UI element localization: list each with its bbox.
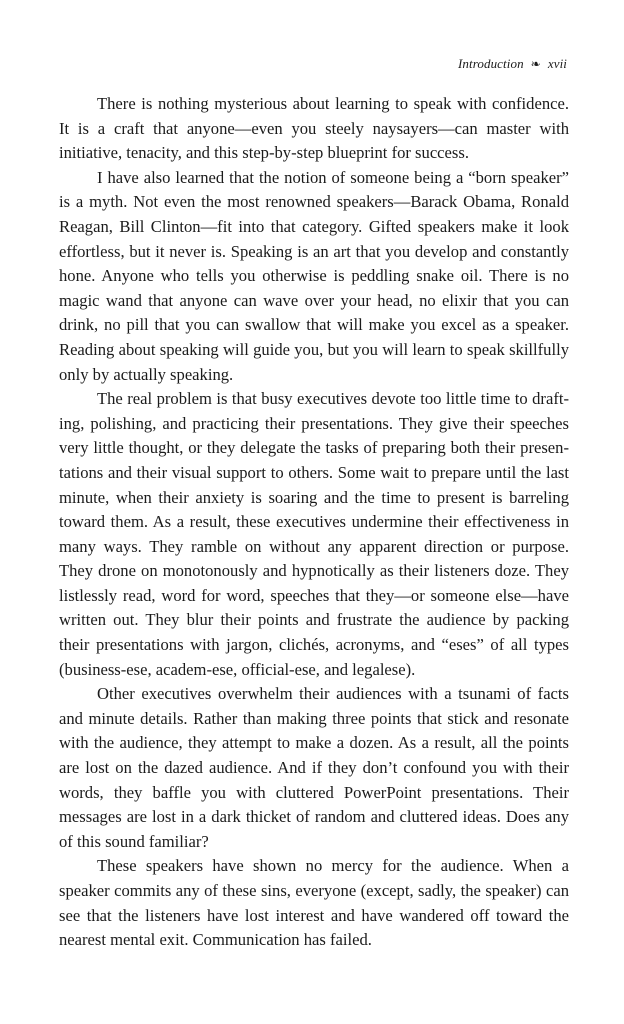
paragraph: The real problem is that busy executives devote too little time to drafting, polishing, and practicing their presentations. They give their speeches very little thought, or they delegate the tasks of preparing both their presentations and their visual support to others. Some wait to prepare until the last minute, when their anxiety is soaring and the time to present is barreling toward them. As a result, these executives undermine their effectiveness in many ways. They ramble on without any apparent direction or purpose. They drone on monotonously and hypnotically as their listeners doze. They listlessly read, word for word, speeches that they—or someone else—have written out. They blur their points and frustrate the audience by packing their presentations with jargon, clichés, acronyms, and “eses” of all types (business-ese, academ-ese, official-ese, and legalese). [59,389,569,679]
running-head [458,56,567,72]
paragraph: There is nothing mysterious about learning to speak with confidence. It is a craft that anyone—even you steely naysayers—can master with initiative, tenacity, and this step-by-step blueprint for success. [59,94,569,163]
paragraph: These speakers have shown no mercy for the audience. When a speaker commits any of these sins, everyone (except, sadly, the speaker) can see that the listeners have lost interest and have wandered off toward the nearest mental exit. Communication has failed. [59,856,569,950]
page-number: xvii [547,56,567,71]
paragraph: Other executives overwhelm their audiences with a tsunami of facts and minute details. Rather than making three points that stick and resonate with the audience, they attempt to make a dozen. As a result, all the points are lost on the dazed audience. And if they don’t confound you with their words, they baffle you with cluttered PowerPoint presentations. Their messages are lost in a dark thicket of random and cluttered ideas. Does any of this sound familiar? [59,684,569,851]
paragraph: I have also learned that the notion of someone being a “born speaker” is a myth. Not even the most renowned speakers—Barack Obama, Ronald Reagan, Bill Clinton—fit into that category. Gifted speakers make it look effortless, but it never is. Speaking is an art that you develop and constantly hone. Anyone who tells you otherwise is peddling snake oil. There is no magic wand that anyone can wave over your head, no elixir that you can drink, no pill that you can swallow that will make you excel as a speaker. Reading about speaking will guide you, but you will learn to speak skillfully only by actually speaking. [59,167,569,384]
fleuron-icon: ❧ [530,56,541,71]
body-text [59,92,569,953]
section-title: Introduction [457,56,524,71]
